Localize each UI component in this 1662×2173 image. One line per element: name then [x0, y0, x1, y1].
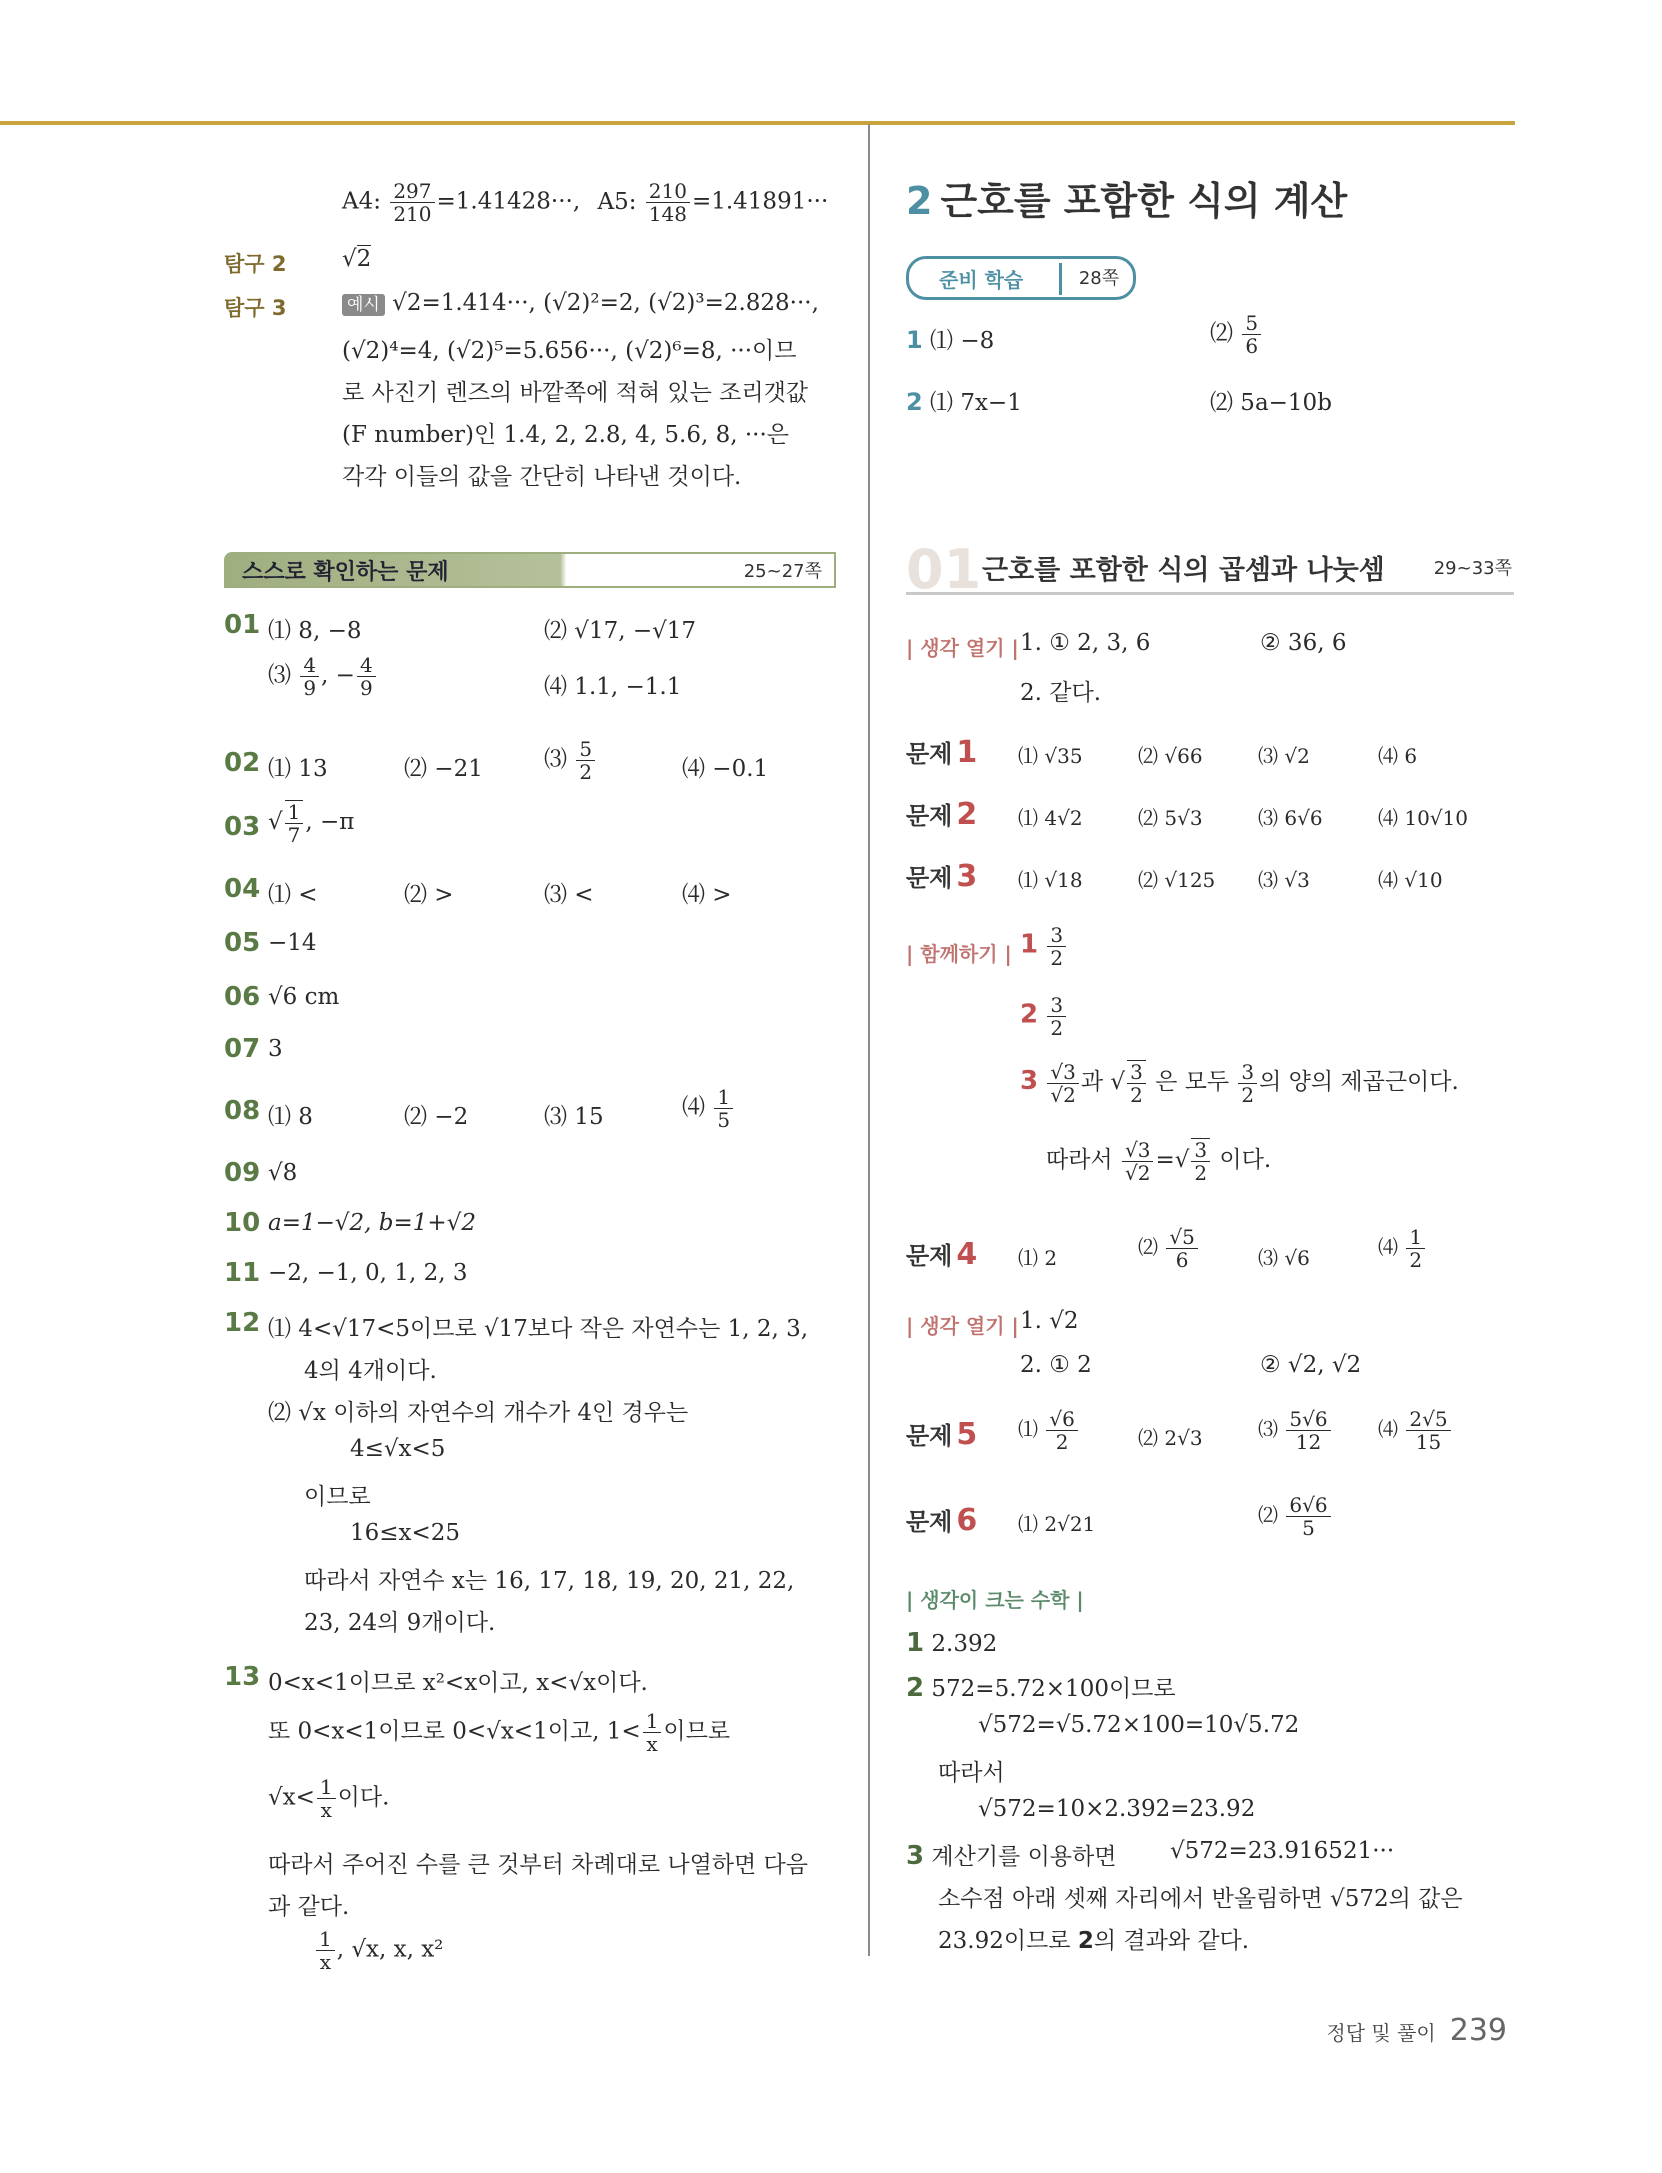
footer-label: 정답 및 풀이	[1326, 2021, 1436, 2045]
q07-number: 07	[224, 1034, 261, 1064]
q01-number: 01	[224, 610, 261, 640]
a5-fraction: $\frac{210}{148}$	[646, 180, 690, 225]
problem-6-2: ⑵ $\frac{6√6}{5}$	[1258, 1494, 1333, 1539]
think-open-tag-1: | 생각 열기 |	[906, 636, 1019, 660]
problem-5-1: ⑴ $\frac{√6}{2}$	[1018, 1408, 1080, 1453]
q09-number: 09	[224, 1158, 261, 1188]
a4-a5-line: A4: $\frac{297}{210}$ =1.41428···, A5: $\frac{210}{148}$ =1.41891···	[342, 179, 829, 226]
q13-line-3: √x< $\frac{1}{x}$ 이다.	[268, 1775, 390, 1822]
problem-5: 문제 5	[906, 1417, 978, 1452]
page-number: 239	[1449, 2013, 1507, 2048]
page-footer	[1326, 2013, 1507, 2048]
q10-number: 10	[224, 1208, 261, 1238]
q11-number: 11	[224, 1258, 261, 1288]
self-check-title: 스스로 확인하는 문제	[242, 560, 449, 585]
q05-number: 05	[224, 928, 261, 958]
problem-5-3: ⑶ $\frac{5√6}{12}$	[1258, 1408, 1333, 1453]
q03-answer: √ $\frac{1}{7}$ , −π	[268, 800, 355, 847]
grow-1: 1 2.392	[906, 1628, 998, 1658]
problem-2: 문제 2	[906, 797, 978, 832]
problem-5-4: ⑷ $\frac{2√5}{15}$	[1378, 1408, 1453, 1453]
q08-4: ⑷ $\frac{1}{5}$	[682, 1086, 735, 1131]
self-check-header	[224, 552, 832, 588]
example-line-2: (√2)⁴=4, (√2)⁵=5.656···, (√2)⁶=8, ···이므	[342, 338, 797, 364]
example-line-5: 각각 이들의 값을 간단히 나타낸 것이다.	[342, 464, 742, 490]
q13-line-2: 또 0<x<1이므로 0<√x<1이고, 1< $\frac{1}{x}$ 이므로	[268, 1709, 731, 1756]
problem-6: 문제 6	[906, 1503, 978, 1538]
together-3: 3 $\frac{√3}{√2}$ 과 √ $\frac{3}{2}$ 은 모두 $\frac{3}{2}$ 의 양의 제곱근이다.	[1020, 1059, 1459, 1107]
section-01-header: 01 근호를 포함한 식의 곱셈과 나눗셈 29~33쪽	[906, 538, 1512, 601]
prep-1: 1 ⑴ −8	[906, 326, 995, 354]
q13-number: 13	[224, 1662, 261, 1692]
growing-math-tag: | 생각이 크는 수학 |	[906, 1588, 1084, 1612]
grow-3-last: 23.92이므로 2의 결과와 같다.	[938, 1928, 1250, 1954]
example-line-3: 로 사진기 렌즈의 바깥쪽에 적혀 있는 조리갯값	[342, 380, 809, 406]
q03-number: 03	[224, 812, 261, 842]
q08-number: 08	[224, 1096, 261, 1126]
problem-4-4: ⑷ $\frac{1}{2}$	[1378, 1226, 1427, 1271]
example-badge: 예시	[342, 294, 385, 316]
prep-1-2: ⑵ $\frac{5}{6}$	[1210, 312, 1263, 357]
example-line-1: 예시 √2=1.414···, (√2)²=2, (√2)³=2.828···,	[342, 290, 819, 316]
q12-number: 12	[224, 1308, 261, 1338]
prep-2: 2 ⑴ 7x−1	[906, 388, 1022, 416]
together-3-conclusion: 따라서 $\frac{√3}{√2}$ =√ $\frac{3}{2}$ 이다.	[1046, 1137, 1272, 1185]
prep-study-badge: 준비 학습 28쪽	[906, 256, 1136, 300]
together-tag: | 함께하기 |	[906, 942, 1012, 966]
q04-number: 04	[224, 874, 261, 904]
problem-3: 문제 3	[906, 859, 978, 894]
q02-number: 02	[224, 748, 261, 778]
q02-3: ⑶ $\frac{5}{2}$	[544, 738, 597, 783]
think-open-tag-2: | 생각 열기 |	[906, 1314, 1019, 1338]
tamgu2-answer: √ 2	[342, 246, 371, 272]
grow-2: 2 572=5.72×100이므로	[906, 1673, 1176, 1703]
problem-4-2: ⑵ $\frac{√5}{6}$	[1138, 1226, 1200, 1271]
column-divider	[868, 124, 870, 1956]
example-line-4: (F number)인 1.4, 2, 2.8, 4, 5.6, 8, ···은	[342, 422, 790, 448]
together-2: 2 $\frac{3}{2}$	[1020, 994, 1068, 1039]
top-rule	[0, 121, 1515, 125]
q06-number: 06	[224, 982, 261, 1012]
problem-4: 문제 4	[906, 1237, 978, 1272]
q13-line-6: $\frac{1}{x}$ , √x, x, x²	[314, 1928, 443, 1973]
problem-1: 문제 1	[906, 735, 978, 770]
self-check-pages: 25~27쪽	[743, 561, 822, 582]
grow-3: 3 계산기를 이용하면	[906, 1841, 1117, 1871]
q01-3: ⑶ $\frac{4}{9}$ , − $\frac{4}{9}$	[268, 654, 378, 699]
tamgu2-label: 탐구 2	[224, 252, 287, 276]
together-1: 1 $\frac{3}{2}$	[1020, 924, 1068, 969]
a4-fraction: $\frac{297}{210}$	[390, 180, 434, 225]
tamgu3-label: 탐구 3	[224, 296, 287, 320]
chapter-title: 2 근호를 포함한 식의 계산	[906, 179, 1348, 223]
